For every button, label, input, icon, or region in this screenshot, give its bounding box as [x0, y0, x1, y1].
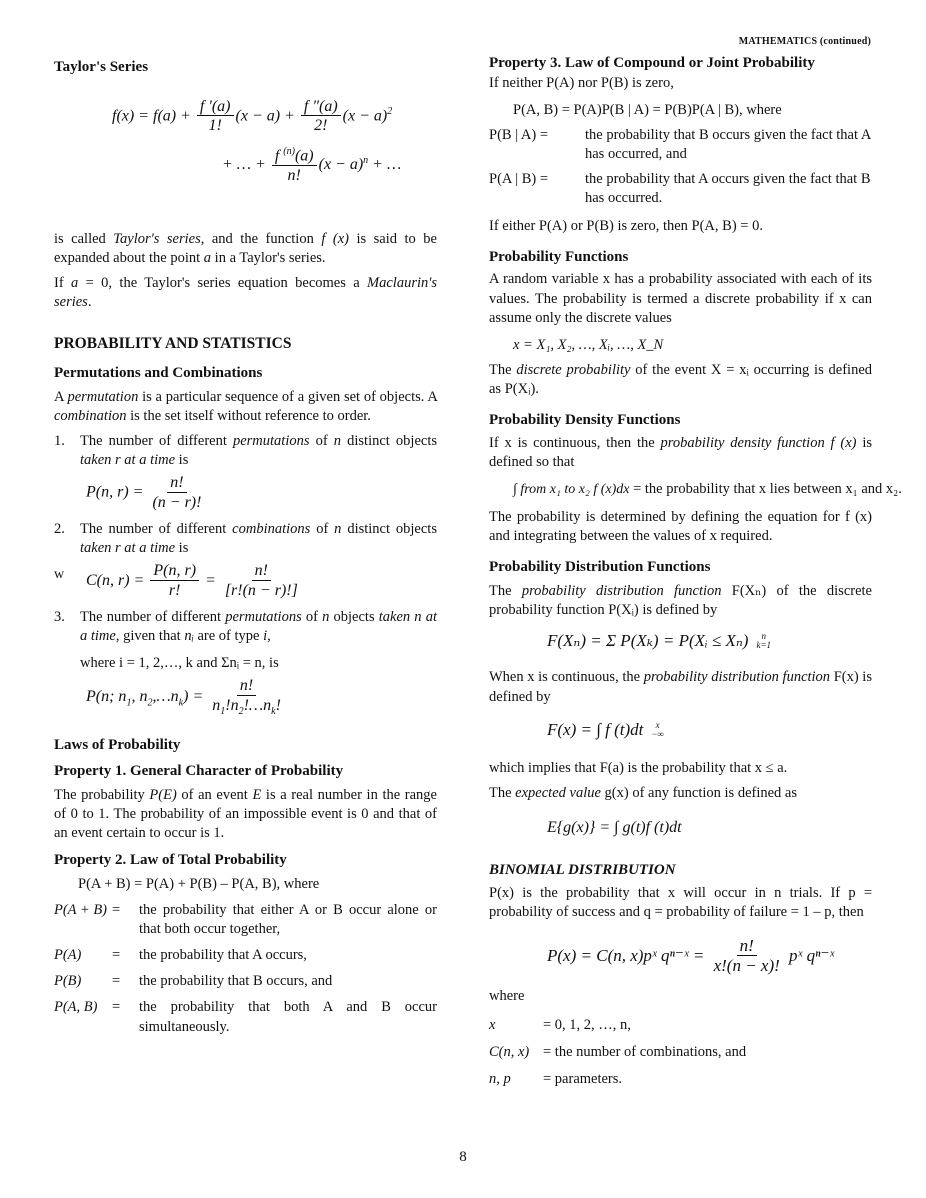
density-text: If x is continuous, then the probability density function f (x) is defined so that: [489, 435, 873, 471]
property3-equation: P(A, B) = P(A)P(B | A) = P(B)P(A | B), where: [513, 101, 782, 118]
property3-intro: If neither P(A) nor P(B) is zero,: [489, 74, 674, 91]
binomial-text: P(x) is the probability that x will occur in n trials. If p = probability of success and q = probability of failure = 1 – p, then: [489, 885, 872, 921]
permutation-formula: P(n, r) = $\frac{n!}{(n - r)!}$: [86, 474, 202, 511]
maclaurin-paragraph: If a = 0, the Taylor's series equation becomes a Maclaurin's series.: [54, 275, 437, 311]
section-title-prob-stats: PROBABILITY AND STATISTICS: [54, 335, 292, 353]
list-item-3: 3. The number of different permutations of n objects taken n at a time, given that nᵢ are of type i,: [54, 608, 437, 644]
item3-where: where i = 1, 2,…, k and Σnᵢ = n, is: [80, 655, 279, 672]
prob-functions-title: Probability Functions: [489, 248, 629, 265]
property3-title: Property 3. Law of Compound or Joint Probability: [489, 55, 815, 71]
cdf-implication: which implies that F(a) is the probability that x ≤ a.: [489, 760, 788, 777]
taylor-title: Taylor's Series: [54, 59, 149, 75]
continuous-text: When x is continuous, the probability distribution function F(x) is defined by: [489, 669, 872, 705]
density-equation: ∫ from x₁ to x₂ f (x)dx = the probability that x lies between x₁ and x₂.: [513, 481, 902, 498]
property3-outro: If either P(A) or P(B) is zero, then P(A, B) = 0.: [489, 217, 763, 234]
list-item-2: 2. The number of different combinations of n distinct objects taken r at a time is: [54, 520, 437, 556]
perm-comb-title: Permutations and Combinations: [54, 364, 263, 381]
taylor-paragraph: is called Taylor's series, and the function f (x) is said to be expanded about the point a in a Taylor's series.: [54, 230, 437, 266]
def-row: P(A + B) = the probability that either A or B occur alone or that both occur together,: [54, 901, 437, 938]
distribution-text: The probability distribution function F(Xₙ) of the discrete probability function P(Xᵢ) is defined by: [489, 582, 872, 618]
laws-title: Laws of Probability: [54, 737, 181, 754]
cdf-continuous-formula: F(x) = ∫ f (t)dt x −∞: [547, 719, 664, 739]
def-row: P(A) = the probability that A occurs,: [54, 947, 307, 964]
taylor-equation: f(x) = f(a) + $\frac{f '(a)}{1!}$ (x − a) + $\frac{f ''(a)}{2!}$ $(x - a)^2$ + … + $\frac{f ^{(n)}(a)}{n!}$ $(x - a)^n$ + …: [112, 97, 402, 184]
binomial-def-row: C(n, x) = the number of combinations, and: [489, 1043, 747, 1060]
right-column: [489, 54, 902, 1089]
property1-title: Property 1. General Character of Probability: [54, 762, 344, 779]
conditional-def: P(B | A) = the probability that B occurs given the fact that A has occurred, and: [489, 127, 871, 163]
distribution-title: Probability Distribution Functions: [489, 558, 711, 575]
conditional-def: P(A | B) = the probability that A occurs given the fact that B has occurred.: [489, 171, 871, 207]
binomial-title: BINOMIAL DISTRIBUTION: [489, 861, 676, 878]
multinomial-formula: P(n; $n_1$, $n_2,\dots n_k$) = $\frac{n!}{n_1!n_2!\dots n_k!}$: [86, 677, 281, 718]
density-title: Probability Density Functions: [489, 412, 681, 429]
discrete-values: x = X₁, X₂, …, Xᵢ, …, X_N: [513, 336, 664, 353]
expected-value-formula: E{g(x)} = ∫ g(t)f (t)dt: [547, 819, 682, 837]
property1-text: The probability P(E) of an event E is a real number in the range of 0 to 1. The probability of an impossible event is 0 and that of an event certain to occur is 1.: [54, 786, 437, 841]
discrete-prob-def: The discrete probability of the event X = xᵢ occurring is defined as P(Xᵢ).: [489, 361, 873, 398]
binomial-def-row: x = 0, 1, 2, …, n,: [489, 1016, 631, 1033]
binomial-def-row: n, p = parameters.: [489, 1071, 623, 1088]
cdf-discrete-formula: F(Xₙ) = Σ P(Xₖ) = P(Xᵢ ≤ Xₙ) n k=1: [547, 631, 772, 651]
prob-functions-text: A random variable x has a probability associated with each of its values. The probability is termed a discrete probability if x can assume only the discrete values: [489, 271, 872, 326]
density-text2: The probability is determined by defining the equation for f (x) and integrating between the values of x required.: [489, 508, 872, 544]
property2-title: Property 2. Law of Total Probability: [54, 851, 287, 868]
list-item-1: 1. The number of different permutations of n distinct objects taken r at a time is: [54, 432, 437, 468]
def-row: P(A, B) = the probability that both A and B occur simultaneously.: [54, 999, 437, 1035]
expected-value-text: The expected value g(x) of any function is defined as: [489, 785, 798, 802]
binomial-where: where: [489, 987, 525, 1004]
page-number: 8: [459, 1149, 467, 1165]
combination-formula: w C(n, r) = $\frac{P(n, r)}{r!}$ = $\frac{n!}{[r!(n - r)!]}$: [54, 562, 298, 599]
perm-definition: A permutation is a particular sequence of a given set of objects. A combination is the set itself without reference to order.: [54, 388, 437, 424]
property2-equation: P(A + B) = P(A) + P(B) – P(A, B), where: [78, 875, 320, 892]
def-row: P(B) = the probability that B occurs, and: [54, 973, 333, 990]
left-column: [54, 58, 437, 1037]
binomial-formula: P(x) = C(n, x)pˣ qⁿ⁻ˣ = $\frac{n!}{x!(n - x)!}$ pˣ qⁿ⁻ˣ: [547, 935, 835, 976]
running-header: MATHEMATICS (continued): [738, 36, 871, 47]
